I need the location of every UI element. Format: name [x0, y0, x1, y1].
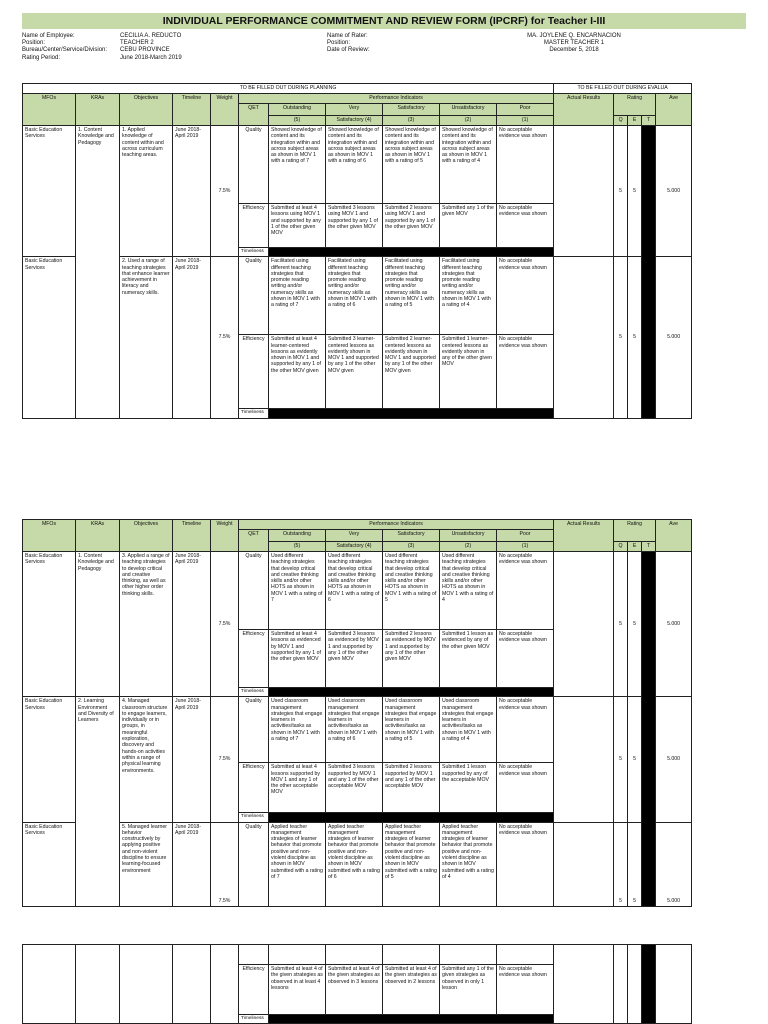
efficiency-unsatisfactory: Submitted 1 lesson as evidenced by any of the other given MOV	[440, 630, 497, 688]
performance-indicators-header: Performance Indicators	[239, 94, 554, 104]
efficiency-unsatisfactory: Submitted any 1 of the given strategies as observed in only 1 lesson	[440, 965, 497, 1015]
quality-unsatisfactory: Showed knowledge of content and its integration within and across subject areas as shown in MOV 1 with a rating of 4	[440, 126, 497, 204]
efficiency-satisfactory: Submitted at least 4 of the given strategies as observed in 2 lessons	[383, 965, 440, 1015]
quality-cont	[497, 945, 554, 965]
planning-banner: TO BE FILLED OUT DURING PLANNING	[23, 84, 554, 94]
ave-cell	[656, 945, 692, 1024]
poor-score: (1)	[497, 542, 554, 552]
quality-cont	[383, 945, 440, 965]
quality-poor: No acceptable evidence was shown	[497, 697, 554, 763]
rating-q: 5	[614, 257, 628, 418]
quality-label: Quality	[239, 552, 269, 630]
rating-e: 5	[628, 697, 642, 822]
objective-cell: 2. Used a range of teaching strategies that enhance learner achievement in literacy and numeracy skills.	[120, 257, 173, 418]
ave-cell: 5.000	[656, 126, 692, 257]
outstanding-score: (5)	[269, 542, 326, 552]
quality-very-satisfactory: Showed knowledge of content and its integration within and across subject areas as shown in MOV 1 with a rating of 6	[326, 126, 383, 204]
efficiency-poor: No acceptable evidence was shown	[497, 965, 554, 1015]
timeline-cell: June 2018-April 2019	[173, 257, 211, 418]
timeliness-blackout	[269, 248, 554, 257]
kra-cell: 1. Content Knowledge and Pedagogy	[76, 552, 120, 697]
quality-outstanding: Applied teacher management strategies of learner behavior that promote positive and non-violent discipline as shown in MOV submitted with a rating of 7	[269, 822, 326, 906]
actual-results-cell	[554, 945, 614, 1024]
timeliness-label: Timeliness	[239, 688, 269, 697]
q-header: Q	[614, 116, 628, 126]
rating-header: Rating	[614, 520, 656, 542]
quality-cont	[326, 945, 383, 965]
quality-unsatisfactory: Used different teaching strategies that develop critical and creative thinking skills and/or other HOTS as shown in MOV 1 with a rating of 4	[440, 552, 497, 630]
quality-very-satisfactory: Used different teaching strategies that develop critical and creative thinking skills and/or other HOTS as shown in MOV 1 with a rating of 6	[326, 552, 383, 630]
mfo-cell: Basic Education Services	[23, 822, 76, 906]
t-header: T	[642, 542, 656, 552]
page-break	[0, 914, 768, 944]
mfo-cell: Basic Education Services	[23, 257, 76, 418]
actual-results-header: Actual Results	[554, 520, 614, 552]
kra-cell: 1. Content Knowledge and Pedagogy	[76, 126, 120, 419]
efficiency-unsatisfactory: Submitted 1 lesson supported by any of the acceptable MOV	[440, 763, 497, 813]
outstanding-header: Outstanding	[269, 530, 326, 542]
kra-cell	[76, 945, 120, 1024]
objective-cell: 1. Applied knowledge of content within and across curriculum teaching areas.	[120, 126, 173, 257]
objective-cell: 3. Applied a range of teaching strategies to develop critical and creative thinking, as well as other higher order thinking skills.	[120, 552, 173, 697]
rating-e: 5	[628, 552, 642, 697]
timeline-cell: June 2018-April 2019	[173, 552, 211, 697]
efficiency-very-satisfactory: Submitted 3 lessons supported by MOV 1 and any 1 of the other acceptable MOV	[326, 763, 383, 813]
qet-header: QET	[239, 104, 269, 126]
rating-header: Rating	[614, 94, 656, 116]
timeliness-blackout	[269, 813, 554, 822]
actual-results-cell	[554, 126, 614, 257]
employee-bureau-label: Bureau/Center/Service/Division:	[22, 47, 108, 54]
efficiency-very-satisfactory: Submitted 3 lessons as evidenced by MOV 1 and supported by any 1 of the other given MOV	[326, 630, 383, 688]
efficiency-unsatisfactory: Submitted 1 learner-centered lessons as evidently shown in any of the other given MOV	[440, 335, 497, 409]
actual-results-cell	[554, 697, 614, 822]
timeline-cell	[173, 945, 211, 1024]
quality-outstanding: Used classroom management strategies that engage learners in activities/tasks as shown in MOV 1 with a rating of 7	[269, 697, 326, 763]
timeline-header: Timeline	[173, 94, 211, 126]
rater-name: MA. JOYLENE Q. ENCARNACION	[527, 33, 621, 39]
efficiency-outstanding: Submitted at least 4 learner-centered lessons as evidently shown in MOV 1 and supported by any 1 of the other MOV given	[269, 335, 326, 409]
rating-e: 5	[628, 257, 642, 418]
quality-very-satisfactory: Facilitated using different teaching strategies that promote reading writing and/or numeracy skills as shown in MOV 1 with a rating of 6	[326, 257, 383, 335]
efficiency-label: Efficiency	[239, 630, 269, 688]
rating-q: 5	[614, 822, 628, 906]
quality-unsatisfactory: Facilitated using different teaching strategies that promote reading writing and/or numeracy skills as shown in MOV 1 with a rating of 4	[440, 257, 497, 335]
efficiency-poor: No acceptable evidence was shown	[497, 335, 554, 409]
ave-cell: 5.000	[656, 822, 692, 906]
timeliness-label: Timeliness	[239, 813, 269, 822]
performance-indicators-header: Performance Indicators	[239, 520, 554, 530]
rating-t-blackout	[642, 552, 656, 907]
quality-poor: No acceptable evidence was shown	[497, 257, 554, 335]
quality-outstanding: Facilitated using different teaching strategies that promote reading writing and/or numeracy skills as shown in MOV 1 with a rating of 7	[269, 257, 326, 335]
objectives-header: Objectives	[120, 94, 173, 126]
quality-satisfactory: Used classroom management strategies that engage learners in activities/tasks as shown in MOV 1 with a rating of 5	[383, 697, 440, 763]
e-header: E	[628, 116, 642, 126]
weight-header: Weight	[211, 94, 239, 126]
quality-cont	[269, 945, 326, 965]
quality-satisfactory: Facilitated using different teaching strategies that promote reading writing and/or numeracy skills as shown in MOV 1 with a rating of 5	[383, 257, 440, 335]
efficiency-unsatisfactory: Submitted any 1 of the given MOV	[440, 204, 497, 248]
timeliness-label: Timeliness	[239, 409, 269, 418]
rating-e: 5	[628, 822, 642, 906]
poor-score: (1)	[497, 116, 554, 126]
weight-cell: 7.5%	[211, 126, 239, 257]
rating-q: 5	[614, 697, 628, 822]
quality-label: Quality	[239, 697, 269, 763]
rating-q: 5	[614, 126, 628, 257]
quality-cont	[440, 945, 497, 965]
evaluation-banner: TO BE FILLED OUT DURING EVALUA	[554, 84, 692, 94]
efficiency-poor: No acceptable evidence was shown	[497, 204, 554, 248]
unsatisfactory-score: (2)	[440, 542, 497, 552]
ave-cell: 5.000	[656, 552, 692, 697]
employee-name-label: Name of Employee:	[22, 33, 75, 39]
quality-poor: No acceptable evidence was shown	[497, 822, 554, 906]
rater-position-label: Position:	[327, 40, 351, 47]
actual-results-cell	[554, 822, 614, 906]
efficiency-very-satisfactory: Submitted at least 4 of the given strategies as observed in 3 lessons	[326, 965, 383, 1015]
mfo-cell: Basic Education Services	[23, 697, 76, 822]
timeliness-blackout	[269, 1015, 554, 1024]
rater-position: MASTER TEACHER 1	[543, 40, 605, 47]
efficiency-poor: No acceptable evidence was shown	[497, 630, 554, 688]
kras-header: KRAs	[76, 520, 120, 552]
quality-outstanding: Showed knowledge of content and its integration within and across subject areas as shown in MOV 1 with a rating of 7	[269, 126, 326, 204]
rating-q	[614, 945, 628, 1024]
kras-header: KRAs	[76, 94, 120, 126]
timeline-cell: June 2018-April 2019	[173, 822, 211, 906]
weight-cell	[211, 945, 239, 1024]
weight-cell: 7.5%	[211, 697, 239, 822]
quality-very-satisfactory: Used classroom management strategies that engage learners in activities/tasks as shown in MOV 1 with a rating of 6	[326, 697, 383, 763]
quality-poor: No acceptable evidence was shown	[497, 552, 554, 630]
timeliness-blackout	[269, 409, 554, 418]
qet-header: QET	[239, 530, 269, 552]
actual-results-header: Actual Results	[554, 94, 614, 126]
actual-results-cell	[554, 552, 614, 697]
efficiency-outstanding: Submitted at least 4 lessons using MOV 1 and supported by any 1 of the other given MOV	[269, 204, 326, 248]
employee-info	[22, 33, 184, 62]
efficiency-label: Efficiency	[239, 965, 269, 1015]
efficiency-label: Efficiency	[239, 763, 269, 813]
objective-cell	[120, 945, 173, 1024]
timeliness-label: Timeliness	[239, 1015, 269, 1024]
satisfactory-header: Satisfactory	[383, 530, 440, 542]
efficiency-satisfactory: Submitted 2 lessons using MOV 1 and supported by any 1 of the other given MOV	[383, 204, 440, 248]
efficiency-label: Efficiency	[239, 335, 269, 409]
very-satisfactory-header: Very	[326, 104, 383, 116]
ipcrf-table-page3	[22, 944, 692, 1024]
efficiency-satisfactory: Submitted 2 lessons as evidenced by MOV 1 and supported by any 1 of the other given MOV	[383, 630, 440, 688]
rating-e: 5	[628, 126, 642, 257]
quality-satisfactory: Used different teaching strategies that develop critical and creative thinking skills and/or other HOTS as shown in MOV 1 with a rating of 5	[383, 552, 440, 630]
poor-header: Poor	[497, 530, 554, 542]
quality-poor: No acceptable evidence was shown	[497, 126, 554, 204]
weight-cell: 7.5%	[211, 257, 239, 418]
efficiency-outstanding: Submitted at least 4 lessons supported by MOV 1 and any 1 of the other acceptable MOV	[269, 763, 326, 813]
employee-position: TEACHER 2	[120, 40, 154, 47]
very-satisfactory-score: Satisfactory (4)	[326, 116, 383, 126]
efficiency-satisfactory: Submitted 2 lessons supported by MOV 1 and any 1 of the other acceptable MOV	[383, 763, 440, 813]
efficiency-satisfactory: Submitted 2 learner-centered lessons as evidently shown in MOV 1 and supported by any 1 of the other MOV given	[383, 335, 440, 409]
q-header: Q	[614, 542, 628, 552]
quality-cont	[239, 945, 269, 965]
rater-name-label: Name of Rater:	[327, 33, 368, 39]
quality-label: Quality	[239, 822, 269, 906]
mfo-cell: Basic Education Services	[23, 126, 76, 257]
weight-cell: 7.5%	[211, 822, 239, 906]
ave-header: Ave	[656, 94, 692, 126]
quality-outstanding: Used different teaching strategies that develop critical and creative thinking skills and/or other HOTS as shown in MOV 1 with a rating of 7	[269, 552, 326, 630]
employee-bureau: CEBU PROVINCE	[120, 47, 170, 54]
unsatisfactory-header: Unsatisfactory	[440, 104, 497, 116]
weight-cell: 7.5%	[211, 552, 239, 697]
satisfactory-score: (3)	[383, 116, 440, 126]
mfos-header: MFOs	[23, 94, 76, 126]
form-title: INDIVIDUAL PERFORMANCE COMMITMENT AND REVIEW FORM (IPCRF) for Teacher I-III	[22, 13, 746, 29]
rating-q: 5	[614, 552, 628, 697]
timeline-header: Timeline	[173, 520, 211, 552]
poor-header: Poor	[497, 104, 554, 116]
actual-results-cell	[554, 257, 614, 418]
timeliness-blackout	[269, 688, 554, 697]
rating-period: June 2018-March 2019	[120, 54, 182, 61]
ave-cell: 5.000	[656, 697, 692, 822]
unsatisfactory-score: (2)	[440, 116, 497, 126]
mfos-header: MFOs	[23, 520, 76, 552]
objective-cell: 4. Managed classroom structure to engage learners, individually or in groups, in meaningful exploration, discovery and hands-on activities within a range of physical learning environments.	[120, 697, 173, 822]
efficiency-poor: No acceptable evidence was shown	[497, 763, 554, 813]
objective-cell: 5. Managed learner behavior constructively by applying positive and non-violent discipline to ensure learning-focused environment	[120, 822, 173, 906]
employee-position-label: Position:	[22, 40, 46, 47]
ave-cell: 5.000	[656, 257, 692, 418]
efficiency-outstanding: Submitted at least 4 of the given strategies as observed in at least 4 lessons	[269, 965, 326, 1015]
timeliness-label: Timeliness	[239, 248, 269, 257]
ipcrf-table-page2	[22, 519, 692, 907]
rater-info	[327, 33, 651, 55]
very-satisfactory-score: Satisfactory (4)	[326, 542, 383, 552]
outstanding-score: (5)	[269, 116, 326, 126]
outstanding-header: Outstanding	[269, 104, 326, 116]
ipcrf-table-page1	[22, 83, 692, 419]
quality-unsatisfactory: Used classroom management strategies that engage learners in activities/tasks as shown in MOV 1 with a rating of 4	[440, 697, 497, 763]
objectives-header: Objectives	[120, 520, 173, 552]
quality-very-satisfactory: Applied teacher management strategies of learner behavior that promote positive and non-violent discipline as shown in MOV submitted with a rating of 6	[326, 822, 383, 906]
employee-name: CECILIA A. REDUCTO	[120, 33, 182, 39]
efficiency-very-satisfactory: Submitted 3 learner-centered lessons as evidently shown in MOV 1 and supported by any 1 of the other MOV given	[326, 335, 383, 409]
very-satisfactory-header: Very	[326, 530, 383, 542]
timeline-cell: June 2018-April 2019	[173, 126, 211, 257]
mfo-cell	[23, 945, 76, 1024]
quality-unsatisfactory: Applied teacher management strategies of learner behavior that promote positive and non-violent discipline as shown in MOV submitted with a rating of 4	[440, 822, 497, 906]
efficiency-outstanding: Submitted at least 4 lessons as evidenced by MOV 1 and supported by any 1 of the other given MOV	[269, 630, 326, 688]
review-date: December 5, 2018	[549, 47, 599, 54]
t-header: T	[642, 116, 656, 126]
e-header: E	[628, 542, 642, 552]
quality-label: Quality	[239, 126, 269, 204]
satisfactory-header: Satisfactory	[383, 104, 440, 116]
unsatisfactory-header: Unsatisfactory	[440, 530, 497, 542]
efficiency-label: Efficiency	[239, 204, 269, 248]
mfo-cell: Basic Education Services	[23, 552, 76, 697]
weight-header: Weight	[211, 520, 239, 552]
timeline-cell: June 2018-April 2019	[173, 697, 211, 822]
quality-satisfactory: Showed knowledge of content and its integration within and across subject areas as shown in MOV 1 with a rating of 5	[383, 126, 440, 204]
review-date-label: Date of Review:	[327, 47, 370, 54]
quality-satisfactory: Applied teacher management strategies of learner behavior that promote positive and non-violent discipline as shown in MOV submitted with a rating of 5	[383, 822, 440, 906]
rating-t-blackout	[642, 126, 656, 419]
ave-header: Ave	[656, 520, 692, 552]
quality-label: Quality	[239, 257, 269, 335]
rating-e	[628, 945, 642, 1024]
kra-cell: 2. Learning Environment and Diversity of Learners	[76, 697, 120, 906]
rating-period-label: Rating Period:	[22, 54, 61, 61]
satisfactory-score: (3)	[383, 542, 440, 552]
efficiency-very-satisfactory: Submitted 3 lessons using MOV 1 and supported by any 1 of the other given MOV	[326, 204, 383, 248]
rating-t-blackout	[642, 945, 656, 1024]
